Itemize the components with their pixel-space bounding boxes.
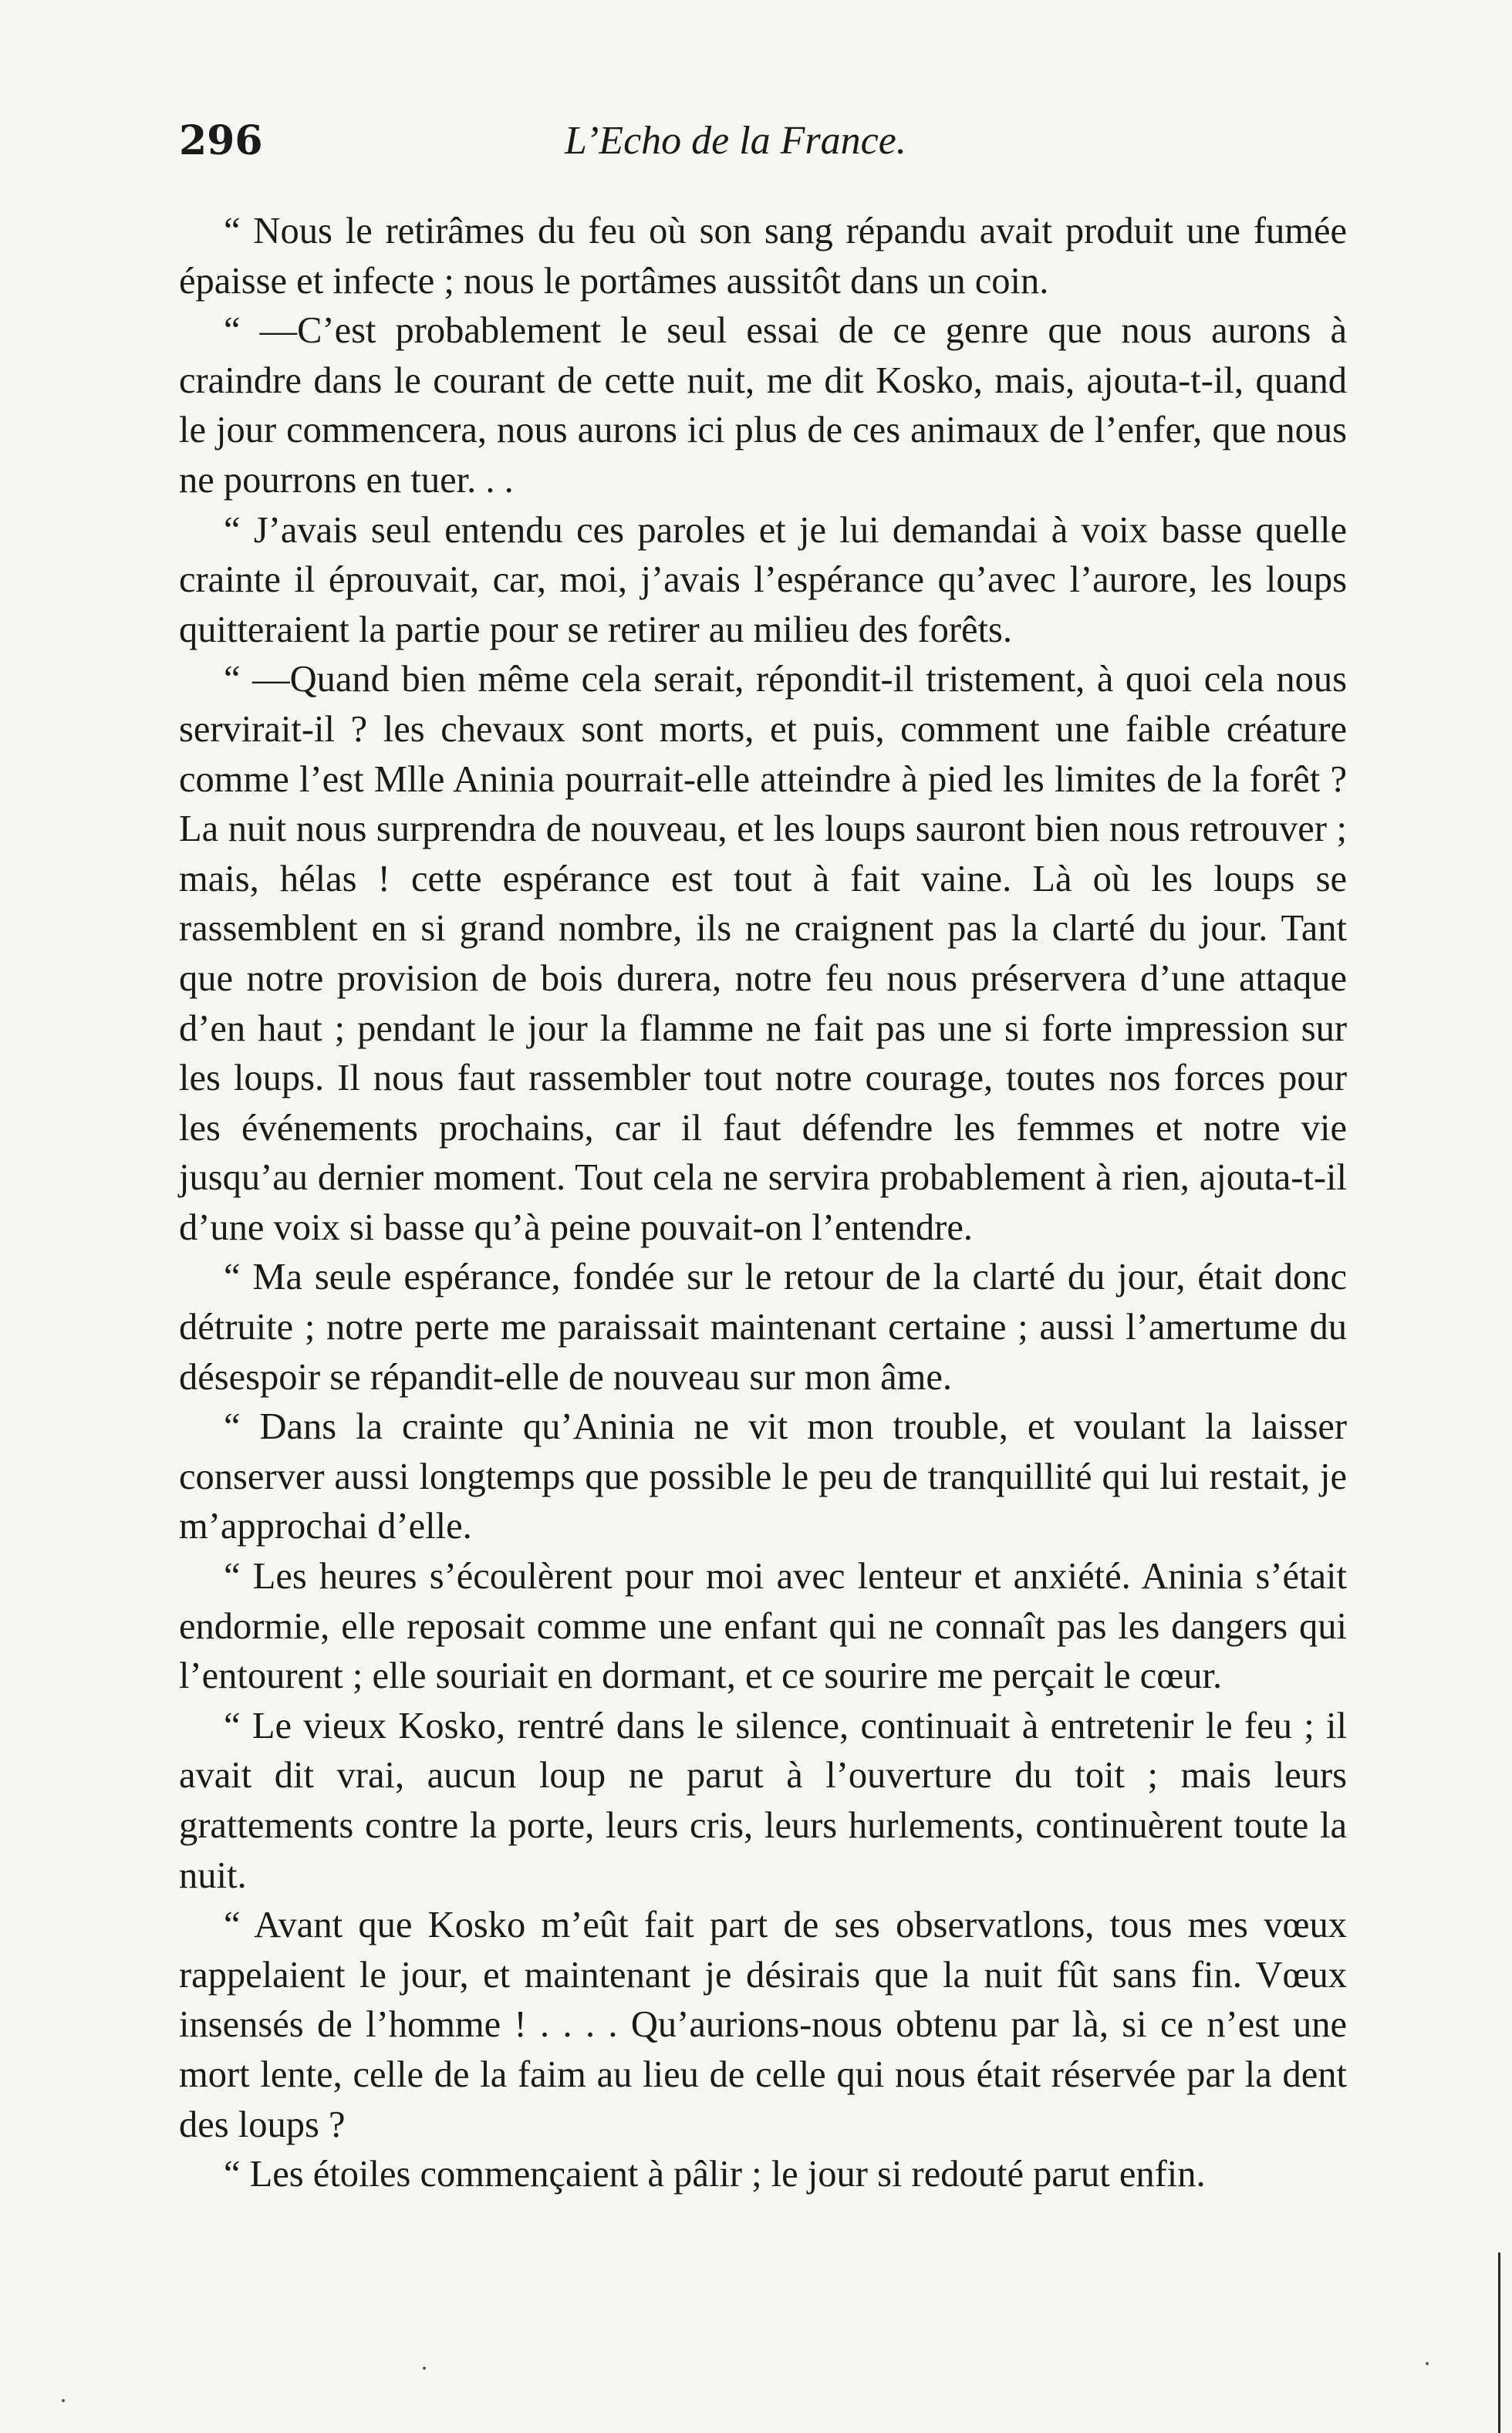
paragraph: “ Dans la crainte qu’Aninia ne vit mon trouble, et voulant la laisser conserver aussi longtemps que possible le peu de tranquillité qui lui restait, je m’approchai d’elle. [179,1406,1347,1547]
paragraph: “ —C’est probablement le seul essai de ce genre que nous aurons à craindre dans le courant de cette nuit, me dit Kosko, mais, ajouta-t-il, quand le jour commencera, nous aurons ici plus de ces animaux de l’enfer, que nous ne pourrons en tuer. . . [179,310,1347,501]
paragraph: “ Nous le retirâmes du feu où son sang répandu avait produit une fumée épaisse et infecte ; nous le portâmes aussitôt dans un coin. [179,211,1347,302]
scan-speck [423,2367,426,2370]
paragraph: “ Avant que Kosko m’eût fait part de ses observatlons, tous mes vœux rappelaient le jour, et maintenant je désirais que la nuit fût sans fin. Vœux insensés de l’homme ! . . . . Qu’aurions-nous obtenu par là, si ce n’est une mort lente, celle de la faim au lieu de celle qui nous était réservée par la dent des loups ? [179,1905,1347,2145]
scan-speck [1426,2362,1429,2365]
paragraph: “ Ma seule espérance, fondée sur le retour de la clarté du jour, était donc détruite ; notre perte me paraissait maintenant certaine ; aussi l’amertume du désespoir se répandit-elle de nouveau sur mon âme. [179,1257,1347,1398]
paragraph: “ J’avais seul entendu ces paroles et je lui demandai à voix basse quelle crainte il éprouvait, car, moi, j’avais l’espérance qu’avec l’aurore, les loups quitteraient la partie pour se retirer au milieu des forêts. [179,509,1347,650]
paragraph: “ —Quand bien même cela serait, répondit-il tristement, à quoi cela nous servirait-il ? les chevaux sont morts, et puis, comment une faible créature comme l’est Mlle Aninia pourrait-elle atteindre à pied les limites de la forêt ? La nuit nous surprendra de nouveau, et les loups sauront bien nous retrouver ; mais, hélas ! cette espérance est tout à fait vaine. Là où les loups se rassemblent en si grand nombre, ils ne craignent pas la clarté du jour. Tant que notre provision de bois durera, notre feu nous préservera d’une attaque d’en haut ; pendant le jour la flamme ne fait pas une si forte impression sur les loups. Il nous faut rassembler tout notre courage, toutes nos forces pour les événements prochains, car il faut défendre les femmes et notre vie jusqu’au dernier moment. Tout cela ne servira probablement à rien, ajouta-t-il d’une voix si basse qu’à peine pouvait-on l’entendre. [179,659,1347,1248]
paragraph: “ Le vieux Kosko, rentré dans le silence, continuait à entretenir le feu ; il avait dit vrai, aucun loup ne parut à l’ouverture du toit ; mais leurs grattements contre la porte, leurs cris, leurs hurlements, continuèrent toute la nuit. [179,1705,1347,1896]
scan-edge-line [1498,2252,1500,2433]
scan-speck [62,2399,65,2402]
page-number: 296 [179,117,263,164]
body-text [179,207,1347,2200]
paragraph: “ Les étoiles commençaient à pâlir ; le jour si redouté parut enfin. [224,2154,1206,2195]
paragraph: “ Les heures s’écoulèrent pour moi avec lenteur et anxiété. Aninia s’était endormie, elle reposait comme une enfant qui ne connaît pas les dangers qui l’entourent ; elle souriait en dormant, et ce sourire me perçait le cœur. [179,1556,1347,1697]
running-head [179,114,1344,176]
journal-title: L’Echo de la France. [565,119,906,163]
